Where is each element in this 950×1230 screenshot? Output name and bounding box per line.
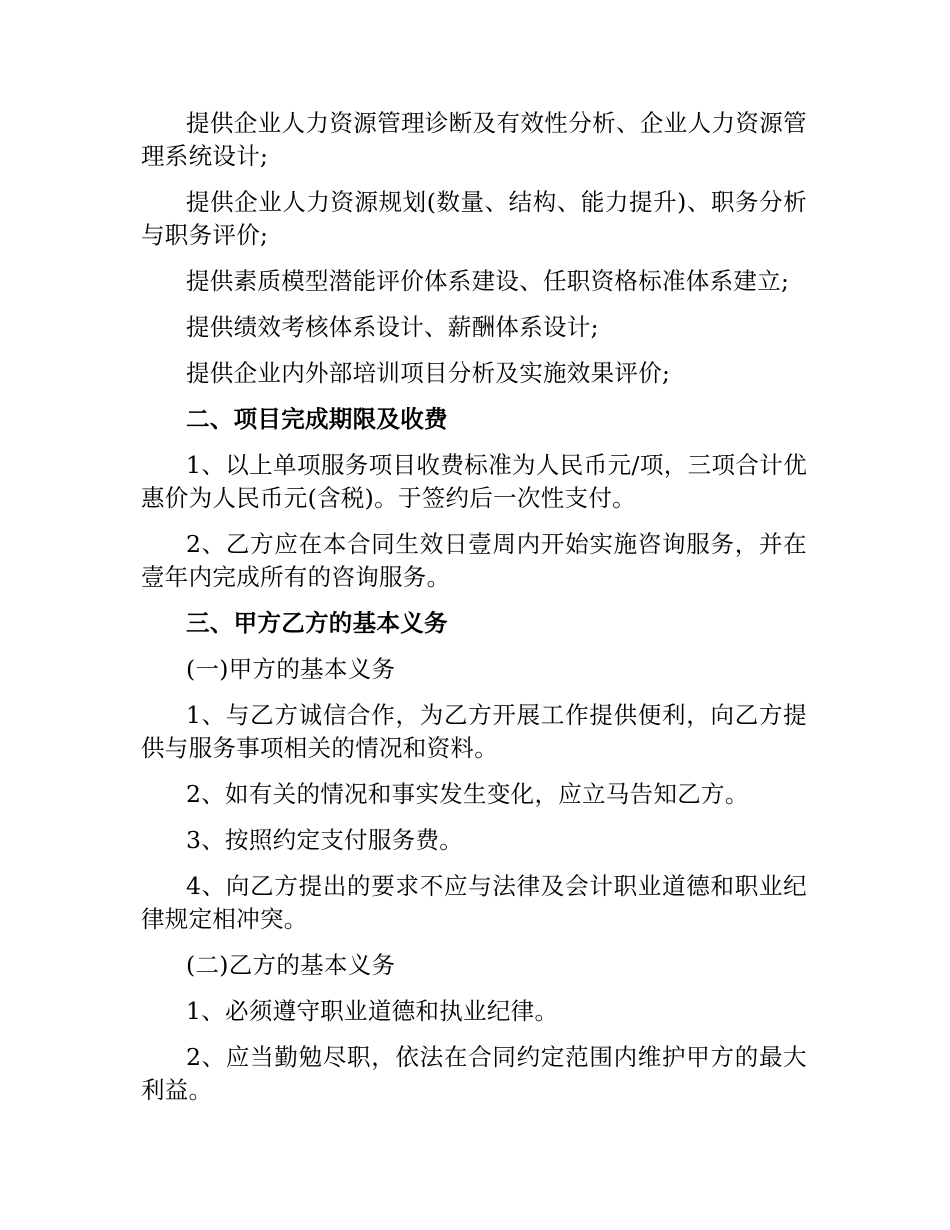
paragraph-fees: 1、以上单项服务项目收费标准为人民币元/项，三项合计优惠价为人民币元(含税)。于签约后一次性支付。: [141, 451, 807, 512]
paragraph-party-b-item-2: 2、应当勤勉尽职，依法在合同约定范围内维护甲方的最大利益。: [141, 1043, 807, 1104]
paragraph-party-a-item-2: 2、如有关的情况和事实发生变化，应立马告知乙方。: [186, 780, 749, 808]
paragraph-performance-design: 提供绩效考核体系设计、薪酬体系设计;: [186, 313, 599, 341]
document-body: [141, 107, 807, 1120]
paragraph-service-period: 2、乙方应在本合同生效日壹周内开始实施咨询服务，并在壹年内完成所有的咨询服务。: [141, 530, 807, 591]
paragraph-hr-diagnosis: 提供企业人力资源管理诊断及有效性分析、企业人力资源管理系统设计;: [141, 109, 807, 170]
section-heading-term-and-fees: 二、项目完成期限及收费: [186, 405, 448, 433]
paragraph-competency-model: 提供素质模型潜能评价体系建设、任职资格标准体系建立;: [186, 267, 790, 295]
paragraph-party-a-item-1: 1、与乙方诚信合作，为乙方开展工作提供便利，向乙方提供与服务事项相关的情况和资料。: [141, 701, 807, 762]
subheading-party-b-obligations: (二)乙方的基本义务: [186, 951, 396, 979]
paragraph-party-b-item-1: 1、必须遵守职业道德和执业纪律。: [186, 997, 559, 1025]
section-heading-obligations: 三、甲方乙方的基本义务: [186, 609, 448, 637]
paragraph-hr-planning: 提供企业人力资源规划(数量、结构、能力提升)、职务分析与职务评价;: [141, 188, 807, 249]
paragraph-party-a-item-3: 3、按照约定支付服务费。: [186, 826, 464, 854]
paragraph-party-a-item-4: 4、向乙方提出的要求不应与法律及会计职业道德和职业纪律规定相冲突。: [141, 872, 807, 933]
subheading-party-a-obligations: (一)甲方的基本义务: [186, 655, 396, 683]
paragraph-training-analysis: 提供企业内外部培训项目分析及实施效果评价;: [186, 359, 671, 387]
